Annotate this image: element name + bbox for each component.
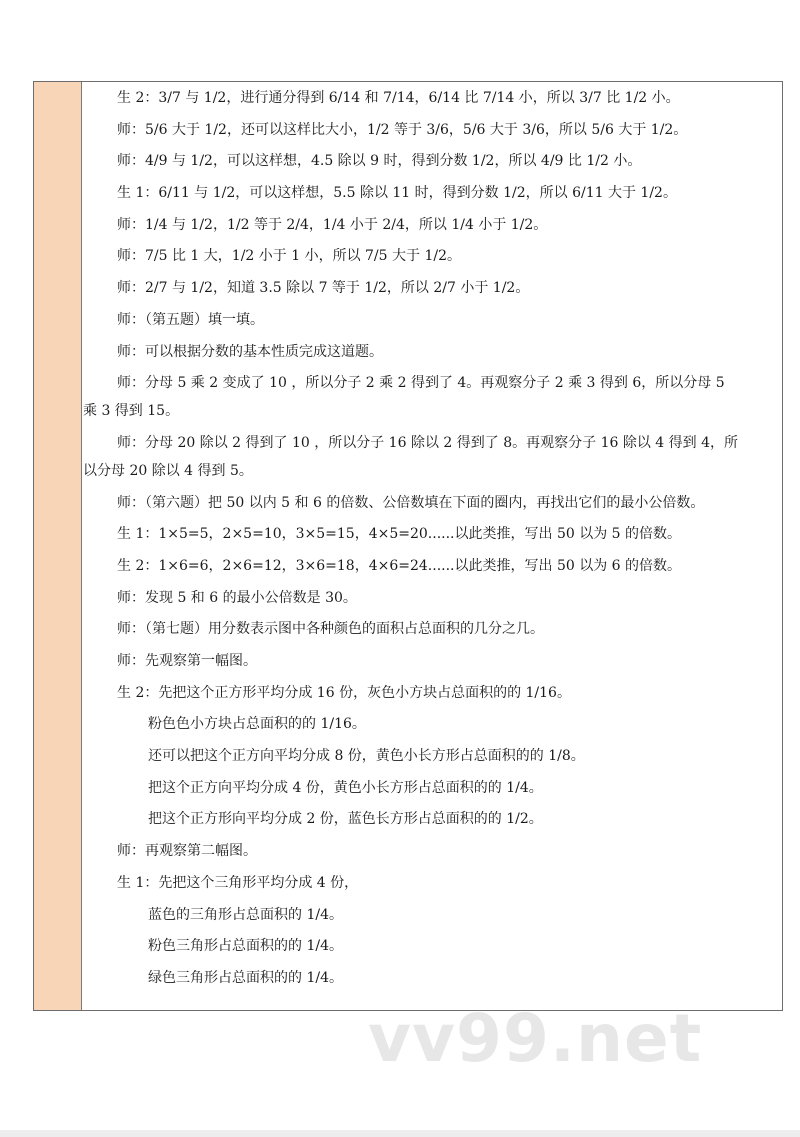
transcript-line: 师：分母 20 除以 2 得到了 10 ，所以分子 16 除以 2 得到了 8。再观察分子 16 除以 4 得到 4，所 [117, 434, 738, 451]
transcript-line: 生 1：先把这个三角形平均分成 4 份， [117, 874, 359, 891]
transcript-line: 师：分母 5 乘 2 变成了 10 ，所以分子 2 乘 2 得到了 4。再观察分子 2 乘 3 得到 6，所以分母 5 [117, 375, 725, 392]
side-color-column [34, 82, 82, 1010]
transcript-line-continued: 乘 3 得到 15。 [83, 403, 180, 420]
transcript-line: 师：（第五题）填一填。 [117, 311, 264, 328]
transcript-line: 师：5/6 大于 1/2，还可以这样比大小，1/2 等于 3/6，5/6 大于 3/6，所以 5/6 大于 1/2。 [117, 121, 688, 138]
transcript-line-continued: 以分母 20 除以 4 得到 5。 [83, 462, 253, 479]
transcript-line: 师：4/9 与 1/2，可以这样想，4.5 除以 9 时，得到分数 1/2，所以 4/9 比 1/2 小。 [117, 153, 642, 170]
transcript-line: 生 2：3/7 与 1/2，进行通分得到 6/14 和 7/14，6/14 比 7/14 小，所以 3/7 比 1/2 小。 [117, 90, 680, 106]
transcript-line: 师：7/5 比 1 大，1/2 小于 1 小，所以 7/5 大于 1/2。 [117, 248, 461, 265]
transcript-line: 师：2/7 与 1/2，知道 3.5 除以 7 等于 1/2，所以 2/7 小于 1/2。 [117, 280, 530, 297]
transcript-line: 师：1/4 与 1/2，1/2 等于 2/4，1/4 小于 2/4，所以 1/4 小于 1/2。 [117, 216, 548, 233]
transcript-line-indented: 把这个正方向平均分成 4 份，黄色小长方形占总面积的的 1/4。 [148, 779, 543, 796]
transcript-line: 生 2：1×6=6，2×6=12，3×6=18，4×6=24......以此类推，写出 50 以为 6 的倍数。 [117, 557, 682, 574]
page-bottom-edge [0, 1130, 800, 1137]
transcript-line-indented: 蓝色的三角形占总面积的 1/4。 [148, 906, 343, 923]
transcript-line: 师：发现 5 和 6 的最小公倍数是 30。 [117, 589, 357, 606]
transcript-line: 生 1：1×5=5，2×5=10，3×5=15，4×5=20......以此类推，写出 50 以为 5 的倍数。 [117, 526, 682, 543]
watermark: vv99.net [368, 1000, 703, 1077]
transcript-line: 生 2：先把这个正方形平均分成 16 份，灰色小方块占总面积的的 1/16。 [117, 684, 571, 701]
transcript-line-indented: 粉色色小方块占总面积的的 1/16。 [148, 716, 366, 733]
transcript-line: 生 1：6/11 与 1/2，可以这样想，5.5 除以 11 时，得到分数 1/2，所以 6/11 大于 1/2。 [117, 185, 677, 202]
lesson-transcript [83, 82, 782, 1010]
transcript-line: 师：再观察第二幅图。 [117, 843, 257, 860]
transcript-line-indented: 绿色三角形占总面积的的 1/4。 [148, 969, 343, 986]
transcript-line-indented: 还可以把这个正方向平均分成 8 份，黄色小长方形占总面积的的 1/8。 [148, 748, 585, 765]
transcript-line: 师：（第七题）用分数表示图中各种颜色的面积占总面积的几分之几。 [117, 621, 544, 638]
transcript-line-indented: 把这个正方形向平均分成 2 份，蓝色长方形占总面积的的 1/2。 [148, 811, 543, 828]
transcript-line: 师：先观察第一幅图。 [117, 653, 257, 669]
transcript-line: 师：（第六题）把 50 以内 5 和 6 的倍数、公倍数填在下面的圈内，再找出它们的最小公倍数。 [117, 494, 705, 511]
lesson-table [33, 81, 783, 1011]
transcript-line-indented: 粉色三角形占总面积的的 1/4。 [148, 938, 343, 955]
transcript-line: 师：可以根据分数的基本性质完成这道题。 [117, 343, 383, 360]
